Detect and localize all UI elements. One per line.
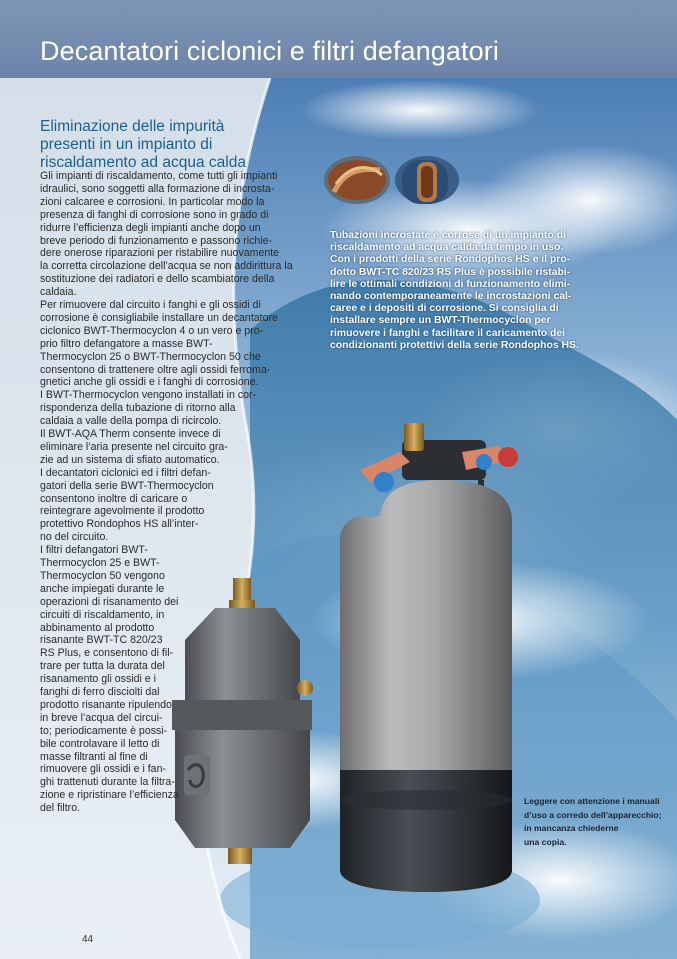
body-text-line: Thermocyclon 25 o BWT-Thermocyclon 50 che <box>40 350 261 363</box>
body-text-line: zie ad un sistema di sfiato automatico. <box>40 453 220 466</box>
caption-line: condizionanti protettivi della serie Rondophos HS. <box>330 339 579 351</box>
body-text-line: risanante BWT-TC 820/23 <box>40 634 163 647</box>
section-heading-line: riscaldamento ad acqua calda <box>40 154 246 171</box>
body-text-line: Per rimuovere dal circuito i fanghi e gli ossidi di <box>40 299 261 311</box>
body-text-line: to; periodicamente è possi- <box>40 724 168 737</box>
body-text-line: protettivo Rondophos HS all’inter- <box>40 518 199 531</box>
caption-line: rimuovere i fanghi e facilitare il caricamento dei <box>330 327 566 339</box>
caption-line: caree e i depositi di corrosione. Si consiglia di <box>330 303 559 315</box>
body-text-line: zioni calcaree e corrosioni. In particolar modo la <box>40 195 265 208</box>
note-line: una copia. <box>524 836 567 847</box>
body-text-line: reintegrare agevolmente il prodotto <box>40 505 205 518</box>
body-text-line: caldaia a valle della pompa di ricircolo. <box>40 415 222 428</box>
body-text-line: ridurre l’efficienza degli impianti anche dopo un <box>40 221 261 234</box>
page-number: 44 <box>82 934 94 945</box>
body-text-line: I BWT-Thermocyclon vengono installati in cor- <box>40 389 257 402</box>
body-text-line: eliminare l’aria presente nel circuito gra- <box>40 440 228 453</box>
corroded-pipe-photo-1 <box>324 156 390 204</box>
body-text-line: zione e ripristinare l’efficienza <box>40 789 179 802</box>
corroded-pipe-photo-2 <box>395 156 459 204</box>
body-text-line: consentono inoltre di caricare o <box>40 492 188 505</box>
body-text-line: masse filtranti al fine di <box>40 750 148 763</box>
caption-line: nando contemporaneamente le incrostazioni cal- <box>330 291 572 303</box>
pipe-caption <box>330 230 578 352</box>
body-text-line: caldaia. <box>40 286 77 299</box>
body-text-line: prio filtro defangatore a masse BWT- <box>40 337 213 350</box>
body-text-line: operazioni di risanamento dei <box>40 595 179 608</box>
caption-line: dotto BWT-TC 820/23 RS Plus è possibile ristabi- <box>330 266 571 278</box>
body-text-line: in breve l’acqua del circui- <box>40 711 163 724</box>
page-title: Decantatori ciclonici e filtri defangatori <box>40 36 499 66</box>
caption-line: Tubazioni incrostate e corrose di un impianto di <box>330 230 566 241</box>
body-text-line: gnetici anche gli ossidi e i fanghi di corrosione. <box>40 376 259 389</box>
body-text-line: I filtri defangatori BWT- <box>40 544 148 557</box>
body-text-line: risanamento gli ossidi e i <box>40 673 156 686</box>
body-text-line: gatori della serie BWT-Thermocyclon <box>40 479 214 492</box>
body-text-line: Gli impianti di riscaldamento, come tutti gli impianti <box>40 170 278 182</box>
body-text-line: circuiti di riscaldamento, in <box>40 608 165 621</box>
section-heading <box>40 118 270 172</box>
body-text-line: bile controlavare il letto di <box>40 737 160 750</box>
caption-line: riscaldamento ad acqua calda da tempo in uso. <box>330 242 564 254</box>
body-text-line: consentono di trattenere oltre agli ossidi ferroma- <box>40 363 271 376</box>
body-text-line: corrosione è consigliabile installare un decantatore <box>40 311 278 324</box>
caption-line: installare sempre un BWT-Thermocyclon per <box>330 315 551 327</box>
body-text-line: ghi trattenuti durante la filtra- <box>40 776 175 789</box>
section-heading-line: Eliminazione delle impurità <box>40 118 225 135</box>
body-text-line: RS Plus, e consentono di fil- <box>40 647 174 660</box>
body-text-line: dere onerose riparazioni per ristabilire nuovamente <box>40 247 280 260</box>
note-line: d’uso a corredo dell’apparecchio; <box>524 809 662 820</box>
body-text-line: presenza di fanghi di corrosione sono in grado di <box>40 208 269 221</box>
body-text-line: Thermocyclon 25 e BWT- <box>40 557 160 569</box>
body-text-line: no del circuito. <box>40 531 109 544</box>
body-text-line: idraulici, sono soggetti alla formazione di incrosta- <box>40 182 275 195</box>
body-text-line: rispondenza della tubazione di ritorno alla <box>40 402 236 415</box>
note-line: in mancanza chiederne <box>524 823 619 833</box>
body-text-line: I decantatori ciclonici ed i filtri defan- <box>40 466 211 479</box>
body-text-line: rimuovere gli ossidi e i fan- <box>40 763 166 776</box>
section-heading-line: presenti in un impianto di <box>40 136 213 153</box>
body-text-line: Il BWT-AQA Therm consente invece di <box>40 428 221 440</box>
caption-line: Con i prodotti della serie Rondophos HS e il pro- <box>330 254 571 266</box>
body-text-line: anche impiegati durante le <box>40 582 165 595</box>
caption-line: lire le ottimali condizioni di funzionamento elimi- <box>330 278 571 290</box>
body-text-line: ciclonico BWT-Thermocyclon 4 o un vero e pro- <box>40 324 264 337</box>
body-text-line: abbinamento al prodotto <box>40 621 155 634</box>
manual-note <box>524 795 662 849</box>
body-text-line: breve periodo di funzionamento e passono richie- <box>40 234 273 247</box>
body-text-line: Thermocyclon 50 vengono <box>40 569 165 582</box>
body-text-line: sostituzione dei radiatori e dello scambiatore della <box>40 273 275 286</box>
note-line: Leggere con attenzione i manuali <box>524 796 660 806</box>
body-text-line: del filtro. <box>40 802 81 815</box>
body-text-line: la corretta circolazione dell’acqua se non addirittura la <box>40 260 293 273</box>
body-text-line: trare per tutta la durata del <box>40 660 165 673</box>
body-text-line: prodotto risanante ripulendo <box>40 698 172 711</box>
body-text-line: fanghi di ferro disciolti dal <box>40 686 160 698</box>
